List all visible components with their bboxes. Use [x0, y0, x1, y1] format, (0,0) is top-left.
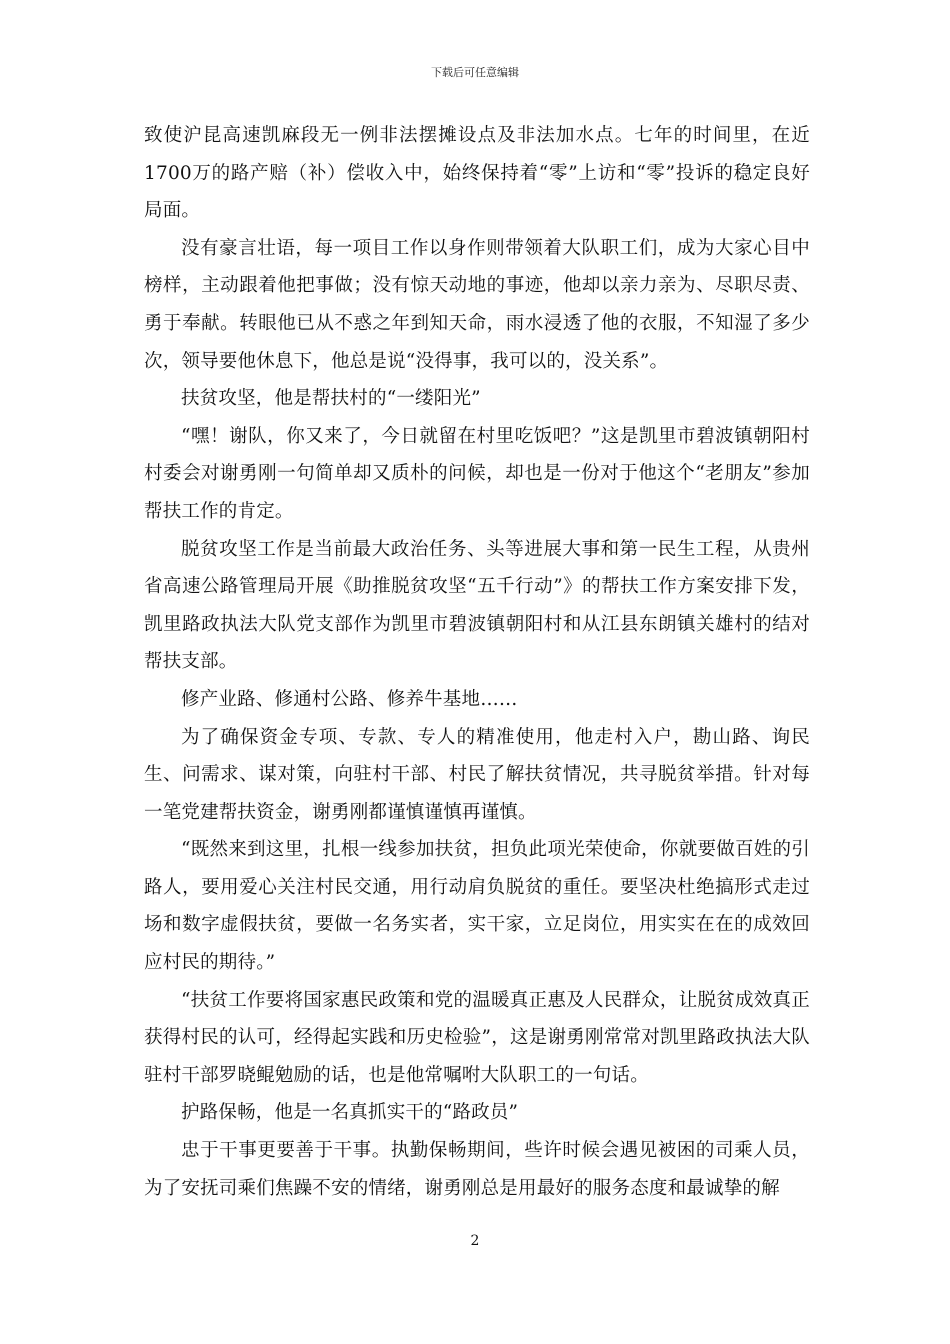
paragraph: 忠于干事更要善于干事。执勤保畅期间，些许时候会遇见被困的司乘人员，为了安抚司乘们焦躁不安的情绪，谢勇刚总是用最好的服务态度和最诚挚的解 [144, 1140, 810, 1199]
paragraph: “嘿！谢队，你又来了，今日就留在村里吃饭吧？”这是凯里市碧波镇朝阳村村委会对谢勇刚一句简单却又质朴的问候，却也是一份对于他这个“老朋友”参加帮扶工作的肯定。 [144, 425, 810, 522]
paragraph: 为了确保资金专项、专款、专人的精准使用，他走村入户，勘山路、询民生、问需求、谋对策，向驻村干部、村民了解扶贫情况，共寻脱贫举措。针对每一笔党建帮扶资金，谢勇刚都谨慎谨慎再谨慎。 [144, 726, 810, 823]
section-heading-road-protection: 护路保畅，他是一名真抓实干的“路政员” [181, 1102, 519, 1124]
paragraph: 脱贫攻坚工作是当前最大政治任务、头等进展大事和第一民生工程，从贵州省高速公路管理局开展《助推脱贫攻坚“五千行动”》的帮扶工作方案安排下发，凯里路政执法大队党支部作为凯里市碧波镇朝阳村和从江县东朗镇关雄村的结对帮扶支部。 [144, 538, 810, 673]
paragraph: 修产业路、修通村公路、修养牛基地…… [181, 688, 518, 710]
paragraph-quote: “既然来到这里，扎根一线参加扶贫，担负此项光荣使命，你就要做百姓的引路人，要用爱心关注村民交通，用行动肩负脱贫的重任。要坚决杜绝搞形式走过场和数字虚假扶贫，要做一名务实者，实干家，立足岗位，用实实在在的成效回应村民的期待。” [144, 839, 810, 974]
page-number: 2 [470, 1233, 480, 1249]
section-heading-poverty-alleviation: 扶贫攻坚，他是帮扶村的“一缕阳光” [181, 388, 481, 410]
paragraph-quote: “扶贫工作要将国家惠民政策和党的温暖真正惠及人民群众，让脱贫成效真正获得村民的认可，经得起实践和历史检验”，这是谢勇刚常常对凯里路政执法大队驻村干部罗晓鲲勉励的话，也是他常嘱咐大队职工的一句话。 [144, 989, 810, 1086]
page-header: 下载后可任意编辑 [431, 66, 519, 79]
paragraph-continuation: 致使沪昆高速凯麻段无一例非法摆摊设点及非法加水点。七年的时间里，在近1700万的路产赔（补）偿收入中，始终保持着“零”上访和“零”投诉的稳定良好局面。 [144, 125, 810, 222]
document-body [144, 117, 810, 1207]
paragraph: 没有豪言壮语，每一项目工作以身作则带领着大队职工们，成为大家心目中榜样，主动跟着他把事做；没有惊天动地的事迹，他却以亲力亲为、尽职尽责、勇于奉献。转眼他已从不惑之年到知天命，雨水浸透了他的衣服，不知湿了多少次，领导要他休息下，他总是说“没得事，我可以的，没关系”。 [144, 237, 810, 372]
